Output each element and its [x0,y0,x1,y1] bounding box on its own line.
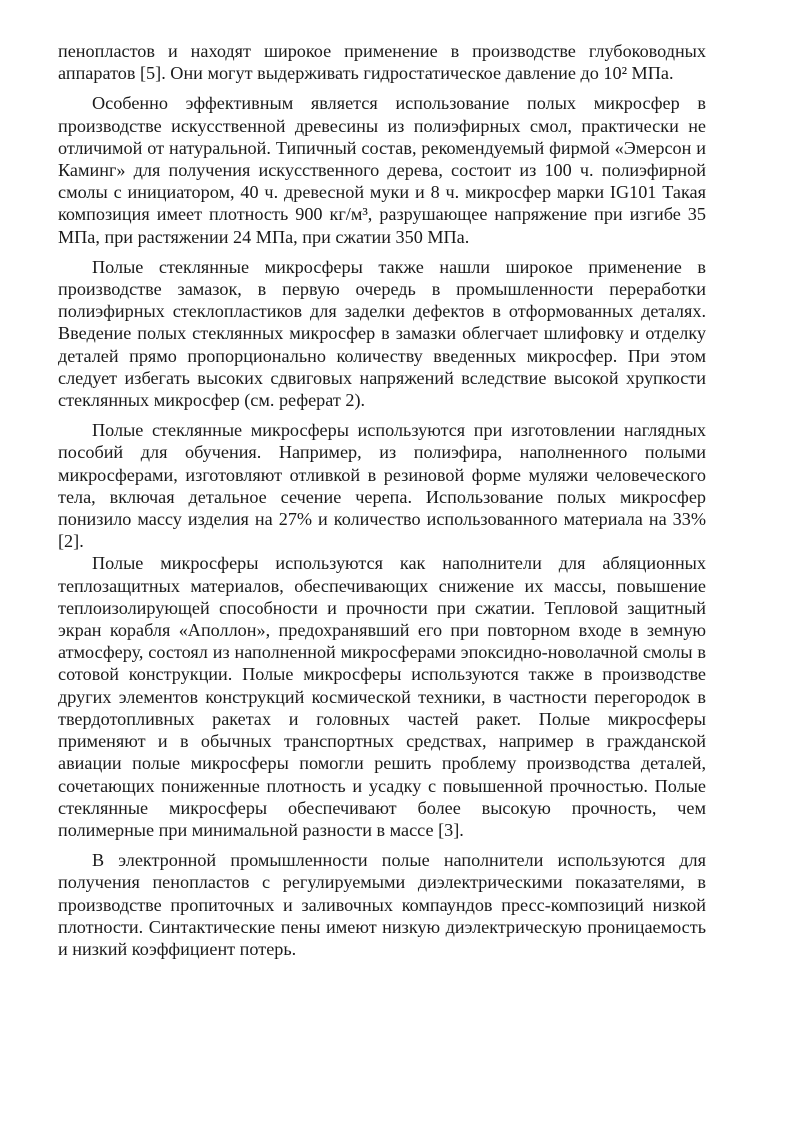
document-page [58,40,706,960]
paragraph-artificial-wood: Особенно эффективным является использование полых микросфер в производстве искусственной древесины из полиэфирных смол, практически не отличимой от натуральной. Типичный состав, рекомендуемый фирмой «Эмерсон и Каминг» для получения искусственного дерева, состоит из 100 ч. полиэфирной смолы с инициатором, 40 ч. древесной муки и 8 ч. микросфер марки IG101 Такая композиция имеет плотность 900 кг/м³, разрушающее напряжение при изгибе 35 МПа, при растяжении 24 МПа, при сжатии 350 МПа. [58,93,706,247]
paragraph-visual-aids: Полые стеклянные микросферы используются при изготовлении наглядных пособий для обучения. Например, из полиэфира, наполненного полыми микросферами, изготовляют отливкой в резиновой форме муляжи человеческого тела, включая детальное сечение черепа. Использование полых микросфер понизило массу изделия на 27% и количество использованного материала на 33% [2]. [58,420,706,552]
paragraph-deep-sea-apparatus: пенопластов и находят широкое применение в производстве глубоководных аппаратов [5]. Они могут выдерживать гидростатическое давление до 10² МПа. [58,41,706,84]
paragraph-electronics: В электронной промышленности полые наполнители используются для получения пенопластов с регулируемыми диэлектрическими показателями, в производстве пропиточных и заливочных компаундов пресс-композиций низкой плотности. Синтактические пены имеют низкую диэлектрическую проницаемость и низкий коэффициент потерь. [58,850,706,959]
paragraph-ablative-materials: Полые микросферы используются как наполнители для абляционных теплозащитных материалов, обеспечивающих снижение их массы, повышение теплоизолирующей способности и прочности при сжатии. Тепловой защитный экран корабля «Аполлон», предохранявший его при повторном входе в земную атмосферу, состоял из наполненной микросферами эпоксидно-новолачной смолы в сотовой конструкции. Полые микросферы используются также в производстве других элементов конструкций космической техники, в частности перегородок в твердотопливных ракетах и головных частей ракет. Полые микросферы применяют и в обычных транспортных средствах, например в гражданской авиации полые микросферы помогли решить проблему производства деталей, сочетающих пониженные плотность и усадку с повышенной прочностью. Полые стеклянные микросферы обеспечивают более высокую прочность, чем полимерные при минимальной разности в массе [3]. [58,553,706,840]
paragraph-putties: Полые стеклянные микросферы также нашли широкое применение в производстве замазок, в первую очередь в промышленности переработки полиэфирных стеклопластиков для заделки дефектов в отформованных деталях. Введение полых стеклянных микросфер в замазки облегчает шлифовку и отделку деталей прямо пропорционально количеству введенных микросфер. При этом следует избегать высоких сдвиговых напряжений вследствие высокой хрупкости стеклянных микросфер (см. реферат 2). [58,256,706,411]
